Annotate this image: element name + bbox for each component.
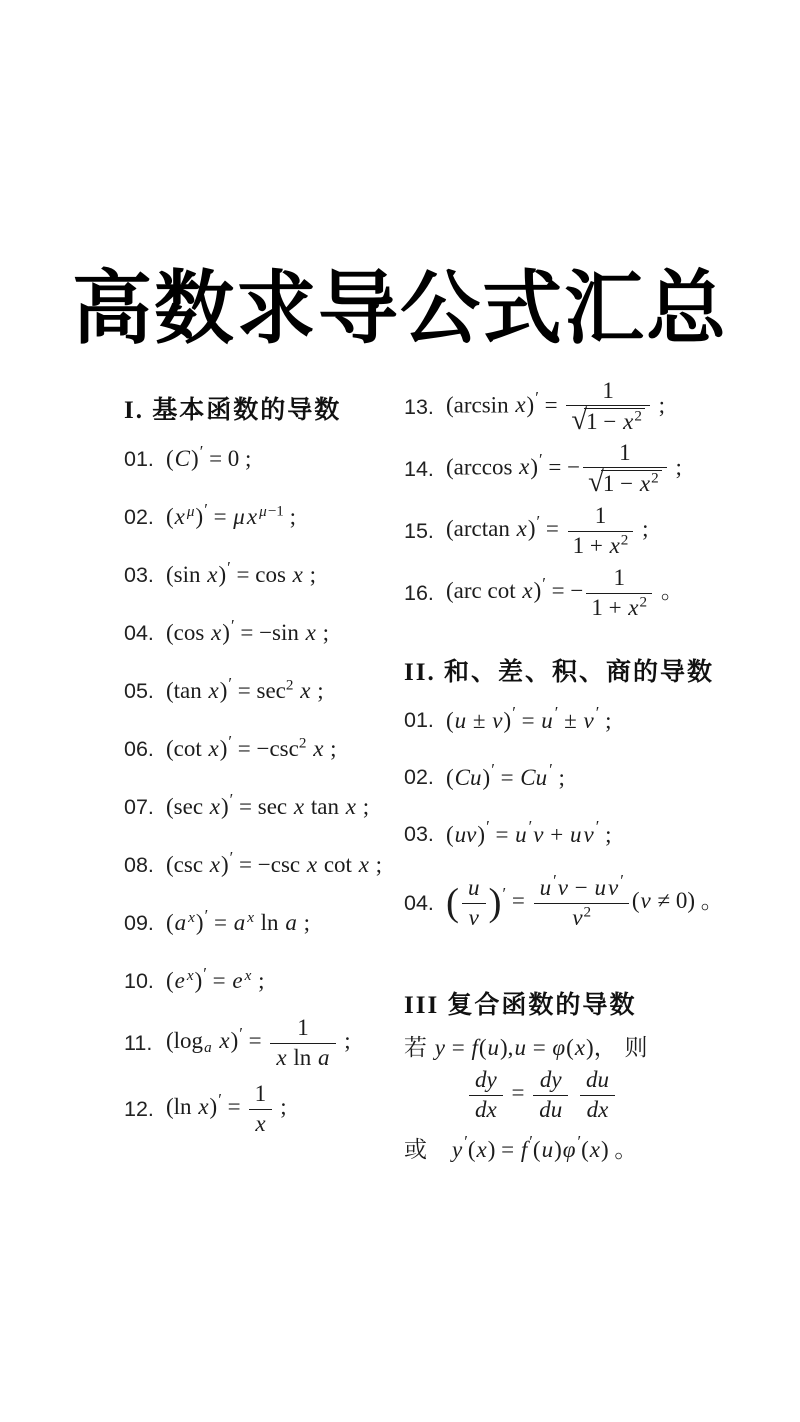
- right-column: [404, 376, 744, 1171]
- formula-math: (x $^\mu$)′ = μx $^{\mu-1}$ ;: [166, 499, 296, 529]
- item-number: 06.: [124, 736, 154, 761]
- section-heading-sum-diff-product-quotient: II. 和、差、积、商的导数: [404, 659, 714, 686]
- section-heading-composite: III 复合函数的导数: [404, 992, 637, 1019]
- formula-math: (csc x)′ = −csc x cot x ;: [166, 847, 383, 877]
- formula-item: [404, 438, 744, 500]
- item-number: 03.: [124, 562, 154, 587]
- item-number: 01.: [404, 708, 434, 732]
- formula-math: (a $^x$)′ = a $^x$ ln a ;: [166, 905, 310, 935]
- formula-list-basic-continued: [404, 376, 744, 624]
- formula-item: [124, 1010, 416, 1076]
- formula-item: [124, 546, 416, 604]
- formula-item: [124, 720, 416, 778]
- formula-math: $\frac{dy}{dx}$ = $\frac{dy}{du}$ $\frac{du}{dx}$: [466, 1067, 618, 1123]
- item-number: 04.: [124, 620, 154, 645]
- formula-item: [124, 488, 416, 546]
- item-number: 05.: [124, 678, 154, 703]
- item-number: 12.: [124, 1096, 154, 1121]
- formula-math: (u ± v)′ = u ′ ± v ′ ;: [446, 703, 612, 733]
- formula-item: [124, 662, 416, 720]
- item-number: 11.: [124, 1030, 153, 1055]
- formula-item: [404, 749, 744, 806]
- formula-math: 若 y = f(u),u = φ(x)， 则: [404, 1034, 649, 1060]
- formula-math: ( $\frac{u}{v}$ )′ = $\frac{u 'v - uv '}{v^2}$ (v ≠ 0) 。: [446, 870, 725, 930]
- section-heading-basic-derivatives: I. 基本函数的导数: [124, 397, 342, 424]
- formula-item: [124, 778, 416, 836]
- item-number: 02.: [404, 765, 434, 789]
- formula-list-basic: [124, 430, 416, 1142]
- item-number: 01.: [124, 446, 154, 471]
- formula-item: [404, 376, 744, 438]
- formula-item: [404, 692, 744, 749]
- formula-item: [124, 894, 416, 952]
- item-number: 04.: [404, 890, 434, 915]
- formula-item: [124, 952, 416, 1010]
- composite-premise-line: [404, 1023, 744, 1067]
- item-number: 10.: [124, 968, 154, 993]
- formula-list-rules: [404, 692, 744, 943]
- formula-math: (arccos x)′ = − 1 √ $1 - x^2$ ;: [446, 439, 682, 498]
- formula-math: (arc cot x)′ = − $\frac{1}{1 + x^2}$ 。: [446, 565, 684, 620]
- formula-math: (uv)′ = u ′v + uv ′ ;: [446, 817, 612, 847]
- formula-math: (cot $x)' = -\csc^2$ x ;: [166, 731, 337, 761]
- formula-math: (Cu)′ = Cu ′ ;: [446, 760, 565, 790]
- formula-item: [124, 1076, 416, 1142]
- formula-math: (C)′ = 0 ;: [166, 441, 252, 471]
- chain-rule-line: [404, 1067, 744, 1123]
- item-number: 14.: [404, 456, 434, 481]
- formula-math: 或 y ′(x) = f ′(u)φ ′(x) 。: [404, 1132, 639, 1162]
- formula-math: (e $^x$)′ = e $^x$ ;: [166, 963, 265, 993]
- left-column: [124, 386, 416, 1142]
- formula-math: (arcsin x)′ = 1 √ $1 - x^2$ ;: [446, 377, 666, 436]
- formula-math: (cos x)′ = −sin x ;: [166, 615, 329, 645]
- formula-item: [124, 604, 416, 662]
- formula-item: [404, 562, 744, 624]
- formula-item: [404, 500, 744, 562]
- item-number: 08.: [124, 852, 154, 877]
- formula-math: (sec x)′ = sec x tan x ;: [166, 789, 370, 819]
- formula-math: (sin x)′ = cos x ;: [166, 557, 317, 587]
- item-number: 02.: [124, 504, 154, 529]
- formula-item: [404, 863, 744, 943]
- formula-math: (arctan x)′ = $\frac{1}{1 + x^2}$ ;: [446, 503, 649, 558]
- page-title: 高数求导公式汇总: [72, 261, 728, 355]
- formula-math: (tan $x)' = \sec^2 x$ ;: [166, 673, 324, 703]
- item-number: 13.: [404, 394, 434, 419]
- item-number: 16.: [404, 580, 434, 605]
- item-number: 09.: [124, 910, 154, 935]
- item-number: 15.: [404, 518, 434, 543]
- item-number: 07.: [124, 794, 154, 819]
- item-number: 03.: [404, 822, 434, 846]
- formula-math: ($\log_a$ x)′ = $\frac{1}{\text{x ln a}}$ ;: [166, 1015, 351, 1070]
- chain-rule-alt-line: [404, 1123, 744, 1171]
- formula-math: (ln x)′ = $\frac{1}{x}$ ;: [166, 1081, 287, 1136]
- formula-item: [404, 806, 744, 863]
- formula-item: [124, 836, 416, 894]
- formula-item: [124, 430, 416, 488]
